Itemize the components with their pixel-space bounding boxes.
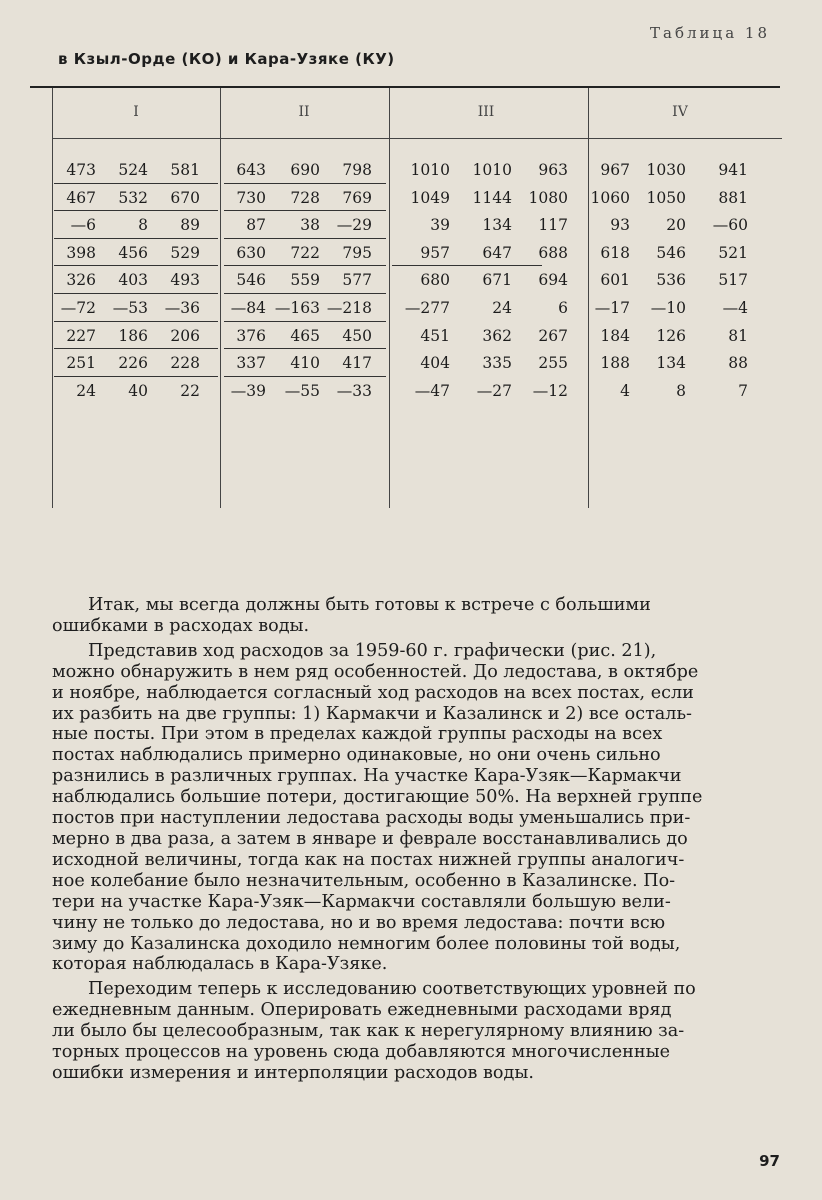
text-line: мерно в два раза, а затем в январе и феврале восстанавливались до <box>52 828 688 849</box>
text-line: Переходим теперь к исследованию соответствующих уровней по <box>88 979 696 1000</box>
table-cell: 81 <box>728 326 748 345</box>
text-line: торных процессов на уровень сюда добавляются многочисленные <box>52 1042 671 1063</box>
row-underline <box>224 265 386 266</box>
text-line: тери на участке Кара-Узяк—Кармакчи составляли большую вели- <box>52 891 671 912</box>
table-row <box>592 158 758 186</box>
table-cell: 184 <box>600 326 630 345</box>
table-cell: 577 <box>342 271 372 290</box>
table-row <box>54 296 218 324</box>
table-cell: 690 <box>290 161 320 179</box>
table-group-III <box>392 158 582 406</box>
table-cell: 941 <box>718 161 748 179</box>
table-cell: 963 <box>538 161 568 179</box>
table-cell: 188 <box>600 354 630 373</box>
column-head-III: III <box>477 104 495 120</box>
table-cell: 89 <box>180 216 200 235</box>
column-divider-2 <box>389 88 390 508</box>
table-cell: 227 <box>66 326 96 345</box>
column-divider-3 <box>588 88 589 508</box>
table-cell: —33 <box>336 381 372 400</box>
table-cell: 206 <box>170 326 200 345</box>
table-cell: 1144 <box>472 188 512 207</box>
table-row <box>224 186 386 214</box>
table-row <box>54 324 218 352</box>
text-line: ли было бы целесообразным, так как к нерегулярному влиянию за- <box>52 1021 685 1042</box>
table-cell: 881 <box>718 188 748 207</box>
table-cell: 362 <box>482 326 512 345</box>
text-line: которая наблюдалась в Кара-Узяке. <box>52 954 388 975</box>
table-row <box>592 379 758 407</box>
table-cell: 1060 <box>590 188 630 207</box>
table-cell: 20 <box>666 216 686 235</box>
text-line: Представив ход расходов за 1959-60 г. графически (рис. 21), <box>88 640 657 661</box>
row-underline <box>224 293 386 294</box>
table-cell: —47 <box>414 381 450 400</box>
table-group-IV <box>592 158 758 406</box>
table-row <box>592 213 758 241</box>
table-cell: 671 <box>482 271 512 290</box>
table-title: в Кзыл-Орде (КО) и Кара-Узяке (КУ) <box>58 50 395 68</box>
table-cell: —218 <box>326 298 372 317</box>
table-cell: —84 <box>230 298 266 317</box>
table-row <box>54 351 218 379</box>
table-cell: 546 <box>656 243 686 262</box>
table-row <box>592 268 758 296</box>
table-row <box>392 268 582 296</box>
table-cell: 134 <box>482 216 512 235</box>
table-cell: —53 <box>112 298 148 317</box>
table-row <box>224 158 386 186</box>
table-cell: 410 <box>290 354 320 373</box>
table-cell: 376 <box>236 326 266 345</box>
table-group-I <box>54 158 218 406</box>
text-line: их разбить на две группы: 1) Кармакчи и Казалинск и 2) все осталь- <box>52 703 692 724</box>
table-row <box>392 213 582 241</box>
table-cell: 559 <box>290 271 320 290</box>
table-cell: 467 <box>66 188 96 207</box>
row-underline <box>392 265 542 266</box>
text-line: разнились в различных группах. На участке Кара-Узяк—Кармакчи <box>52 766 682 787</box>
table-cell: —27 <box>476 381 512 400</box>
page-number: 97 <box>759 1152 780 1170</box>
table-cell: 451 <box>420 326 450 345</box>
table-cell: 670 <box>170 188 200 207</box>
table-cell: 24 <box>492 298 512 317</box>
row-underline <box>224 183 386 184</box>
table-cell: —163 <box>274 298 320 317</box>
table-cell: 326 <box>66 271 96 290</box>
table-cell: 117 <box>538 216 568 235</box>
row-underline <box>54 348 218 349</box>
text-line: постов при наступлении ледостава расходы воды уменьшались при- <box>52 808 691 829</box>
table-cell: 134 <box>656 354 686 373</box>
text-line: и ноябре, наблюдается согласный ход расходов на всех постах, если <box>52 682 694 703</box>
table-cell: 730 <box>236 188 266 207</box>
header-rule <box>52 138 782 139</box>
table-cell: 493 <box>170 271 200 290</box>
table-row <box>592 241 758 269</box>
row-underline <box>54 293 218 294</box>
column-head-IV: IV <box>672 104 688 120</box>
table-cell: —55 <box>284 381 320 400</box>
text-line: постах наблюдались примерно одинаковые, но они очень сильно <box>52 745 661 766</box>
table-cell: 87 <box>246 216 266 235</box>
text-line: наблюдались большие потери, достигающие 50%. На верхней группе <box>52 787 703 808</box>
table-cell: —12 <box>532 381 568 400</box>
table-cell: 798 <box>342 161 372 179</box>
table-cell: —277 <box>404 298 450 317</box>
table-cell: 398 <box>66 243 96 262</box>
table-row <box>592 296 758 324</box>
table-row <box>392 158 582 186</box>
table-cell: 7 <box>738 381 748 400</box>
table-cell: —72 <box>60 298 96 317</box>
table-cell: 967 <box>600 161 630 179</box>
table-cell: 643 <box>236 161 266 179</box>
table-cell: 39 <box>430 216 450 235</box>
table-row <box>592 351 758 379</box>
row-underline <box>54 376 218 377</box>
row-underline <box>224 238 386 239</box>
table-cell: 694 <box>538 271 568 290</box>
table-row <box>224 268 386 296</box>
table-cell: 8 <box>138 216 148 235</box>
table-cell: —4 <box>722 298 748 317</box>
table-cell: 450 <box>342 326 372 345</box>
table-cell: —29 <box>336 216 372 235</box>
table-row <box>392 186 582 214</box>
table-row <box>224 213 386 241</box>
table-top-rule <box>30 86 780 88</box>
table-cell: 228 <box>170 354 200 373</box>
table-cell: 722 <box>290 243 320 262</box>
row-underline <box>224 348 386 349</box>
table-cell: 38 <box>300 216 320 235</box>
table-cell: 536 <box>656 271 686 290</box>
table-cell: 93 <box>610 216 630 235</box>
text-line: ошибки измерения и интерполяции расходов воды. <box>52 1062 534 1083</box>
table-cell: —10 <box>650 298 686 317</box>
text-line: Итак, мы всегда должны быть готовы к встрече с большими <box>88 595 651 615</box>
text-line: ошибками в расходах воды. <box>52 615 310 636</box>
row-underline <box>54 210 218 211</box>
table-row <box>224 241 386 269</box>
table-cell: 335 <box>482 354 512 373</box>
table-cell: 529 <box>170 243 200 262</box>
table-cell: 728 <box>290 188 320 207</box>
text-line: чину не только до ледостава, но и во время ледостава: почти всю <box>52 912 666 933</box>
table-row <box>54 268 218 296</box>
table-cell: 403 <box>118 271 148 290</box>
table-cell: 4 <box>620 381 630 400</box>
table-cell: 226 <box>118 354 148 373</box>
table-cell: 251 <box>66 354 96 373</box>
table-row <box>54 186 218 214</box>
row-underline <box>54 238 218 239</box>
column-divider-1 <box>220 88 221 508</box>
text-line: исходной величины, тогда как на постах нижней группы аналогич- <box>52 849 685 870</box>
table-row <box>54 241 218 269</box>
table-row <box>224 379 386 407</box>
row-underline <box>224 321 386 322</box>
text-line: можно обнаружить в нем ряд особенностей. До ледостава, в октябре <box>52 661 699 682</box>
table-cell: 521 <box>718 243 748 262</box>
table-cell: 601 <box>600 271 630 290</box>
table-row <box>592 186 758 214</box>
table-cell: 532 <box>118 188 148 207</box>
row-underline <box>54 321 218 322</box>
table-group-II <box>224 158 386 406</box>
row-underline <box>224 210 386 211</box>
table-cell: 6 <box>558 298 568 317</box>
text-line: зиму до Казалинска доходило немногим более половины той воды, <box>52 933 681 954</box>
table-cell: 517 <box>718 271 748 290</box>
table-cell: 404 <box>420 354 450 373</box>
column-head-I: I <box>133 104 139 120</box>
table-cell: 630 <box>236 243 266 262</box>
row-underline <box>54 265 218 266</box>
table-cell: —39 <box>230 381 266 400</box>
table-row <box>54 213 218 241</box>
table-cell: 1010 <box>472 161 512 179</box>
text-line: ные посты. При этом в пределах каждой группы расходы на всех <box>52 724 663 745</box>
table-cell: 581 <box>170 161 200 179</box>
table-row <box>224 351 386 379</box>
table-row <box>54 379 218 407</box>
table-row <box>392 296 582 324</box>
table-cell: 957 <box>420 243 450 262</box>
table-cell: 546 <box>236 271 266 290</box>
table-row <box>392 379 582 407</box>
body-text <box>52 595 778 1084</box>
table-cell: 769 <box>342 188 372 207</box>
table-cell: —36 <box>164 298 200 317</box>
table-cell: 647 <box>482 243 512 262</box>
table-cell: 22 <box>180 381 200 400</box>
table-cell: 1049 <box>410 188 450 207</box>
row-underline <box>54 183 218 184</box>
table-cell: 456 <box>118 243 148 262</box>
table-cell: 337 <box>236 354 266 373</box>
table-cell: 795 <box>342 243 372 262</box>
table-row <box>54 158 218 186</box>
table-cell: 255 <box>538 354 568 373</box>
table-row <box>392 324 582 352</box>
row-underline <box>224 376 386 377</box>
table-row <box>224 296 386 324</box>
table-cell: 524 <box>118 161 148 179</box>
table-row <box>392 241 582 269</box>
table-cell: 8 <box>676 381 686 400</box>
table-row <box>224 324 386 352</box>
table-cell: 267 <box>538 326 568 345</box>
table-left-border <box>52 88 53 508</box>
table-row <box>392 351 582 379</box>
table-number-label: Таблица 18 <box>650 24 770 42</box>
table-cell: 473 <box>66 161 96 179</box>
column-head-II: II <box>298 104 310 120</box>
table-cell: 465 <box>290 326 320 345</box>
table-cell: 40 <box>128 381 148 400</box>
table-cell: 618 <box>600 243 630 262</box>
table-row <box>592 324 758 352</box>
table-cell: —6 <box>70 216 96 235</box>
text-line: ное колебание было незначительным, особенно в Казалинске. По- <box>52 870 676 891</box>
table-cell: 186 <box>118 326 148 345</box>
table-cell: 88 <box>728 354 748 373</box>
table-cell: 1030 <box>646 161 686 179</box>
table-cell: 1050 <box>646 188 686 207</box>
table-cell: 417 <box>342 354 372 373</box>
table-cell: 24 <box>76 381 96 400</box>
text-line: ежедневным данным. Оперировать ежедневными расходами вряд <box>52 1000 672 1021</box>
table-cell: 1010 <box>410 161 450 179</box>
table-cell: —17 <box>594 298 630 317</box>
table-cell: 126 <box>656 326 686 345</box>
table-cell: 1080 <box>528 188 568 207</box>
table-cell: 680 <box>420 271 450 290</box>
table-cell: 688 <box>538 243 568 262</box>
table-cell: —60 <box>712 216 748 235</box>
